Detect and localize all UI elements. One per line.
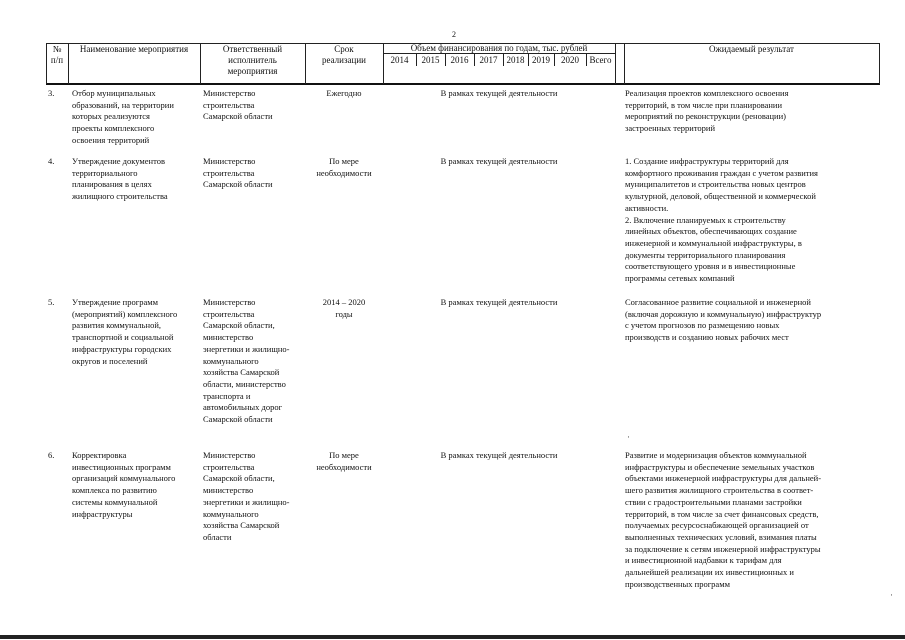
header-executor: Ответственный исполнитель мероприятия: [222, 44, 283, 76]
row-number: 3.: [48, 88, 55, 98]
year-2018: 2018: [506, 55, 525, 65]
row-term: 2014 – 2020 годы: [322, 297, 366, 319]
row-activity-name: Отбор муниципальных образований, на территории которых реализуются проекты комплексного освоения территорий: [72, 88, 174, 145]
row-activity-name: Корректировка инвестиционных программ организаций коммунального комплекса по развитию системы коммунальной инфраструктуры: [72, 450, 176, 519]
header-funding: Объем финансирования по годам, тыс. рублей: [410, 43, 588, 53]
row-result: Развитие и модернизация объектов коммунальной инфраструктуры и обеспечение земельных участков объектами инженерной инфраструктуры для дальней- шего развития жилищного строительства в соответ- ствии с градостроительными планами застройки территорий, в том числе за счет финансовых средств, получаемых ресурсоснабжающей организацией от выполненных технических условий, взимания платы за подключение к сетям инженерной инфраструктуры и инвестиционной надбавки к тарифам для дальнейшей реализации их инвестиционных и производственных программ: [625, 450, 822, 589]
year-2017: 2017: [479, 55, 498, 65]
row-executor: Министерство строительства Самарской области: [203, 156, 273, 190]
row-term: Ежегодно: [326, 88, 362, 98]
header-number: № п/п: [50, 44, 64, 65]
row-executor: Министерство строительства Самарской области: [203, 88, 273, 122]
row-result: Реализация проектов комплексного освоения территорий, в том числе при планировании мероприятий по реконструкции (реновации) застроенных территорий: [625, 88, 789, 134]
row-funding: В рамках текущей деятельности: [440, 450, 558, 460]
page-bottom-border: [0, 635, 905, 639]
row-activity-name: Утверждение документов территориального планирования в целях жилищного строительства: [72, 156, 168, 202]
year-2019: 2019: [532, 55, 550, 65]
row-number: 4.: [48, 156, 55, 166]
row-executor: Министерство строительства Самарской области, министерство энергетики и жилищно- коммунального хозяйства Самарской области: [203, 450, 290, 542]
header-result: Ожидаемый результат: [709, 44, 794, 54]
year-2014: 2014: [390, 55, 409, 65]
column-divider: [615, 43, 616, 84]
table-header-border: [46, 83, 880, 85]
row-number: 6.: [48, 450, 55, 460]
row-number: 5.: [48, 297, 55, 307]
year-2016: 2016: [450, 55, 469, 65]
scan-speck: ·: [890, 590, 893, 600]
year-2020: 2020: [561, 55, 579, 65]
row-term: По мере необходимости: [316, 156, 372, 178]
row-funding: В рамках текущей деятельности: [440, 88, 558, 98]
row-term: По мере необходимости: [316, 450, 372, 472]
page-number: 2: [452, 30, 456, 39]
row-activity-name: Утверждение программ (мероприятий) комплексного развития коммунальной, транспортной и социальной инфраструктуры городских округов и поселений: [72, 297, 178, 366]
row-result: 1. Создание инфраструктуры территорий для комфортного проживания граждан с учетом развития муниципалитетов и строительства новых центров культурной, деловой, общественной и коммерческой активности. 2. Включение планируемых к строительству линейных объектов, обеспечивающих создание инженерной и коммунальной инфраструктуры, в документы территориального планирования соответствующего уровня и в инвестиционные программы сетевых компаний: [625, 156, 818, 284]
header-term: Срок реализации: [322, 44, 366, 65]
header-activity-name: Наименование мероприятия: [79, 44, 189, 54]
column-divider: [879, 43, 880, 84]
row-funding: В рамках текущей деятельности: [440, 156, 558, 166]
row-executor: Министерство строительства Самарской области, министерство энергетики и жилищно- коммунального хозяйства Самарской области, министерство транспорта и автомобильных дорог Самарской области: [203, 297, 290, 425]
row-result: Согласованное развитие социальной и инженерной (включая дорожную и коммунальную) инфраструктур с учетом прогнозов по размещению новых производств и созданию новых рабочих мест: [625, 297, 822, 343]
scan-speck: ·: [627, 432, 630, 442]
year-2015: 2015: [421, 55, 440, 65]
row-funding: В рамках текущей деятельности: [440, 297, 558, 307]
year-total: Всего: [589, 55, 612, 65]
